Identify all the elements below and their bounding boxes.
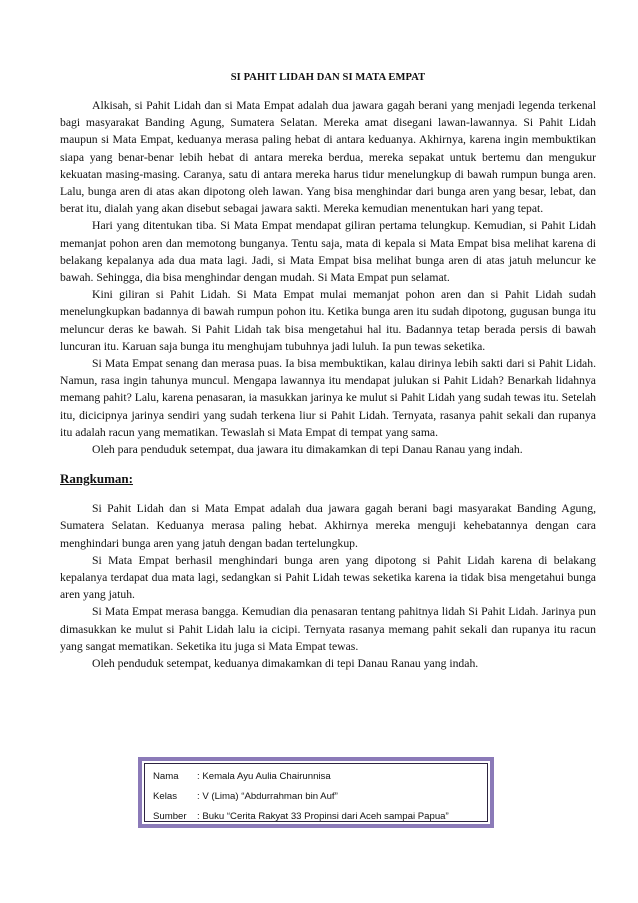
summary-paragraph-4: Oleh penduduk setempat, keduanya dimakamkan di tepi Danau Ranau yang indah.: [92, 657, 479, 671]
author-info-inner-border: [144, 763, 488, 822]
info-label-sumber: Sumber: [153, 811, 187, 822]
summary-paragraph-3: Si Mata Empat merasa bangga. Kemudian dia penasaran tentang pahitnya lidah Si Pahit Lidah. Jarinya pun dimasukkan ke mulut si Pahit Lidah lalu ia cicipi. Ternyata rasanya memang pahit sekali dan rupanya itu racun yang sangat mematikan. Seketika itu juga si Mata Empat tewas.: [60, 605, 596, 653]
info-label-nama: Nama: [153, 771, 179, 782]
story-paragraph-2: Hari yang ditentukan tiba. Si Mata Empat mendapat giliran pertama telungkup. Kemudian, si Pahit Lidah memanjat pohon aren dan memotong bunganya. Tentu saja, mata di kepala si Mata Empat bisa melihat karena di belakang kepalanya ada dua mata lagi. Jadi, si Mata Empat bisa melihat bunga aren di atas jatuh meluncur ke bawah. Sehingga, dia bisa menghindar dengan mudah. Si Mata Empat pun selamat.: [60, 219, 596, 285]
info-row-kelas: [153, 791, 338, 802]
summary-paragraph-2: Si Mata Empat berhasil menghindari bunga aren yang dipotong si Pahit Lidah karena di belakang kepalanya terdapat dua mata lagi, sedangkan si Pahit Lidah tewas seketika karena ia tidak bisa mengetahui bunga aren yang jatuh.: [60, 553, 596, 602]
summary-heading: Rangkuman:: [60, 471, 133, 487]
story-title: SI PAHIT LIDAH DAN SI MATA EMPAT: [230, 72, 426, 83]
story-paragraph-4: Si Mata Empat senang dan merasa puas. Ia bisa membuktikan, kalau dirinya lebih sakti dari si Pahit Lidah. Namun, rasa ingin tahunya muncul. Mengapa lawannya itu mendapat julukan si Pahit Lidah? Benarkah lidahnya memang pahit? Lalu, karena penasaran, ia masukkan jarinya ke mulut si Pahit Lidah yang sudah tewas itu. Setelah itu, dicicipnya jarinya sendiri yang sudah terkena liur si Pahit Lidah. Ternyata, rasanya pahit sekali dan rupanya itu adalah racun yang mematikan. Tewaslah si Mata Empat di tempat yang sama.: [60, 357, 596, 439]
info-row-nama: [153, 771, 331, 782]
author-info-box: [138, 757, 494, 828]
info-row-sumber: [153, 811, 449, 822]
document-page: [60, 72, 596, 672]
story-paragraph-1: Alkisah, si Pahit Lidah dan si Mata Empat adalah dua jawara gagah berani yang menjadi legenda terkenal bagi masyarakat Banding Agung, Sumatera Selatan. Mereka amat disegani lawan-lawannya. Si Pahit Lidah maupun si Mata Empat, keduanya merasa paling hebat di antara keduanya. Akhirnya, karena ingin membuktikan siapa yang benar-benar lebih hebat di antara mereka berdua, mereka sepakat untuk bertemu dan mengukur kekuatan masing-masing. Caranya, satu di antara mereka harus tidur menelungkup di bawah rumpun bunga aren. Lalu, bunga aren di atas akan dipotong oleh lawan. Yang bisa menghindar dari bunga aren yang besar, lebat, dan berat itu, dialah yang akan disebut sebagai jawara sakti. Mereka kemudian menentukan hari yang tepat.: [60, 99, 596, 216]
info-label-kelas: Kelas: [153, 791, 177, 802]
info-value-nama: : Kemala Ayu Aulia Chairunnisa: [197, 771, 331, 782]
info-value-kelas: : V (Lima) “Abdurrahman bin Auf”: [197, 791, 338, 802]
story-paragraph-5: Oleh para penduduk setempat, dua jawara itu dimakamkan di tepi Danau Ranau yang indah.: [92, 443, 523, 457]
info-value-sumber: : Buku “Cerita Rakyat 33 Propinsi dari Aceh sampai Papua”: [197, 811, 449, 822]
story-paragraph-3: Kini giliran si Pahit Lidah. Si Mata Empat mulai memanjat pohon aren dan si Pahit Lidah sudah menelungkupkan badannya di bawah rumpun pohon itu. Ketika bunga aren itu sudah dipotong, gugusan bunga itu meluncur deras ke bawah. Si Pahit Lidah tak bisa mengetahui hal itu. Badannya tetap berada persis di bawah luncuran itu. Karuan saja bunga itu menghujam tubuhnya jadi luluh. Ia pun tewas seketika.: [60, 288, 596, 353]
summary-paragraph-1: Si Pahit Lidah dan si Mata Empat adalah dua jawara gagah berani bagi masyarakat Banding Agung, Sumatera Selatan. Keduanya merasa paling hebat. Akhirnya mereka menguji kehebatannya dengan cara menghindari bunga aren yang jatuh dengan badan tertelungkup.: [60, 502, 596, 550]
